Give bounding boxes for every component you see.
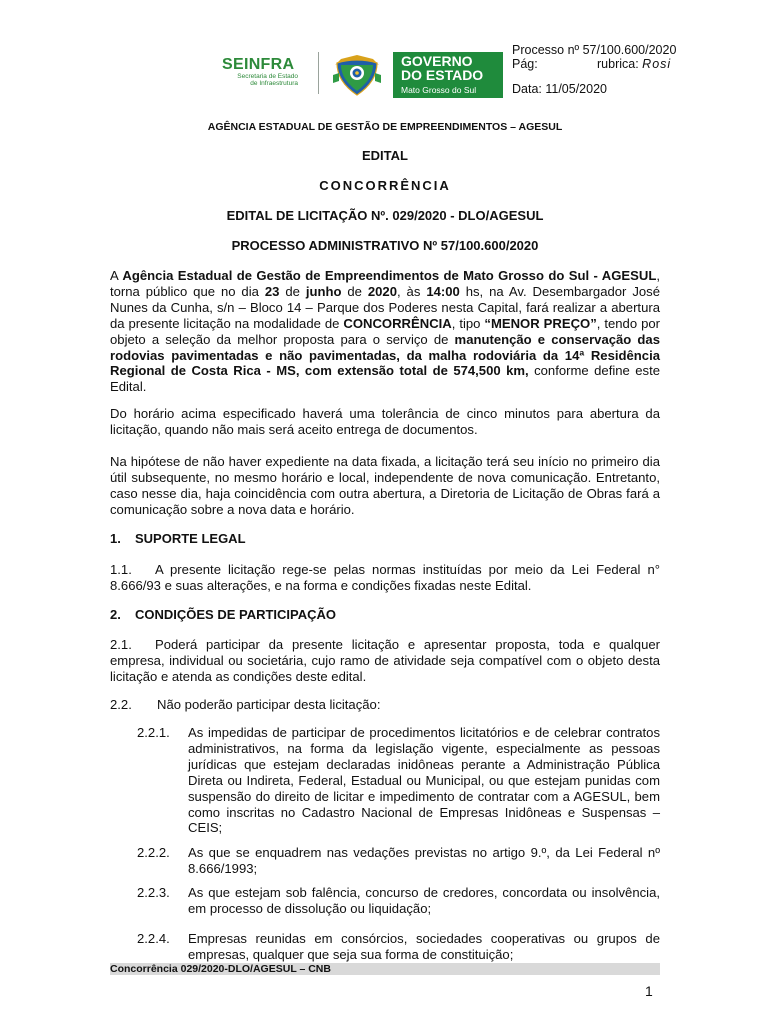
item-2-1 bbox=[110, 637, 660, 685]
seinfra-logo bbox=[222, 57, 298, 87]
item-2-2-4-number: 2.2.4. bbox=[137, 931, 170, 946]
seinfra-subtitle-2: de Infraestrutura bbox=[250, 80, 298, 87]
item-2-2-3-number: 2.2.3. bbox=[137, 885, 170, 900]
rubrica-label: rubrica: bbox=[597, 57, 639, 71]
item-2-2-text: Não poderão participar desta licitação: bbox=[157, 697, 381, 712]
list-item bbox=[110, 845, 660, 877]
item-2-2 bbox=[110, 697, 660, 713]
item-2-2-1-number: 2.2.1. bbox=[137, 725, 170, 740]
item-2-2-2-number: 2.2.2. bbox=[137, 845, 170, 860]
seinfra-name: SEINFRA bbox=[222, 56, 295, 73]
list-item bbox=[110, 725, 660, 836]
date-label: Data: 11/05/2020 bbox=[512, 82, 607, 96]
logo-divider bbox=[318, 52, 319, 94]
item-1-1-text: A presente licitação rege-se pelas normas instituídas por meio da Lei Federal n° 8.666/93 e suas alterações, e na forma e condições fixadas neste Edital. bbox=[110, 562, 660, 593]
intro-paragraph-3: Na hipótese de não haver expediente na data fixada, a licitação terá seu início no primeiro dia útil subsequente, no mesmo horário e local, independente de nova comunicação. Entretanto, caso nesse dia, haja coincidência com outra abertura, a Diretoria de Licitação de Obras fará a comunicação sobre a nova data e horário. bbox=[110, 454, 660, 517]
state-crest-icon bbox=[331, 51, 383, 97]
rubrica-signature: Rosi bbox=[642, 57, 672, 71]
item-1-1-number: 1.1. bbox=[110, 562, 132, 577]
intro-paragraph-2: Do horário acima especificado haverá uma tolerância de cinco minutos para abertura da licitação, quando não mais será aceito entrega de documentos. bbox=[110, 406, 660, 437]
seinfra-subtitle-1: Secretaria de Estado bbox=[237, 73, 298, 80]
list-item bbox=[110, 885, 660, 917]
item-2-2-3-text: As que estejam sob falência, concurso de credores, concordata ou insolvência, em processo de dissolução ou liquidação; bbox=[188, 885, 660, 916]
page-footer: Concorrência 029/2020-DLO/AGESUL – CNB bbox=[110, 963, 660, 975]
item-2-2-number: 2.2. bbox=[110, 697, 132, 712]
processo-adm-title: PROCESSO ADMINISTRATIVO Nº 57/100.600/2020 bbox=[231, 238, 539, 253]
section-2-number: 2. bbox=[110, 607, 121, 622]
item-2-1-number: 2.1. bbox=[110, 637, 132, 652]
item-1-1 bbox=[110, 562, 660, 594]
list-item bbox=[110, 931, 660, 963]
intro-paragraph-1: A Agência Estadual de Gestão de Empreendimentos de Mato Grosso do Sul - AGESUL, torna público que no dia 23 de junho de 2020, às 14:00 hs, na Av. Desembargador José Nunes da Cunha, s/n – Bloco 14 – Parque dos Poderes nesta Capital, fará realizar a abertura da presente licitação na modalidade de CONCORRÊNCIA, tipo “MENOR PREÇO”, tendo por objeto a seleção da melhor proposta para o serviço de manutenção e conservação das rodovias pavimentadas e não pavimentadas, da malha rodoviária da 14ª Residência Regional de Costa Rica - MS, com extensão total de 574,500 km, conforme define este Edital. bbox=[110, 268, 660, 395]
edital-title: EDITAL bbox=[362, 148, 408, 163]
edital-licitacao-title: EDITAL DE LICITAÇÃO Nº. 029/2020 - DLO/AGESUL bbox=[226, 208, 544, 223]
item-2-1-text: Poderá participar da presente licitação e apresentar proposta, toda e qualquer empresa, individual ou societária, cujo ramo de atividade seja compatível com o objeto desta licitação e atenda as condições deste edital. bbox=[110, 637, 660, 684]
section-1-heading bbox=[110, 531, 660, 547]
concorrencia-title: CONCORRÊNCIA bbox=[319, 178, 451, 193]
process-number: Processo nº 57/100.600/2020 bbox=[512, 43, 677, 57]
rubrica bbox=[597, 57, 671, 71]
item-2-2-4-text: Empresas reunidas em consórcios, sociedades cooperativas ou grupos de empresas, qualquer que seja sua forma de constituição; bbox=[188, 931, 660, 962]
item-2-2-2-text: As que se enquadrem nas vedações previstas no artigo 9.º, da Lei Federal nº 8.666/1993; bbox=[188, 845, 660, 876]
section-1-number: 1. bbox=[110, 531, 121, 546]
section-2-title: CONDIÇÕES DE PARTICIPAÇÃO bbox=[135, 607, 337, 622]
section-1-title: SUPORTE LEGAL bbox=[135, 531, 246, 546]
gov-line-1: GOVERNO bbox=[401, 53, 473, 69]
gov-line-3: Mato Grosso do Sul bbox=[401, 85, 477, 95]
governo-logo bbox=[393, 52, 503, 98]
section-2-heading bbox=[110, 607, 660, 623]
item-2-2-1-text: As impedidas de participar de procedimentos licitatórios e de celebrar contratos administrativos, na forma da legislação vigente, especialmente as pessoas jurídicas que estejam declaradas inidôneas perante a Administração Pública Direta ou Indireta, Federal, Estadual ou Municipal, ou que estejam punidas com suspensão do direito de licitar e impedimento de contratar com a AGESUL, bem como inscritas no Cadastro Nacional de Empresas Inidôneas e Suspensas – CEIS; bbox=[188, 725, 660, 836]
page-number: 1 bbox=[645, 983, 653, 999]
gov-line-2: DO ESTADO bbox=[401, 67, 484, 83]
agency-heading: AGÊNCIA ESTADUAL DE GESTÃO DE EMPREENDIMENTOS – AGESUL bbox=[207, 121, 563, 133]
page-label: Pág: bbox=[512, 57, 538, 71]
